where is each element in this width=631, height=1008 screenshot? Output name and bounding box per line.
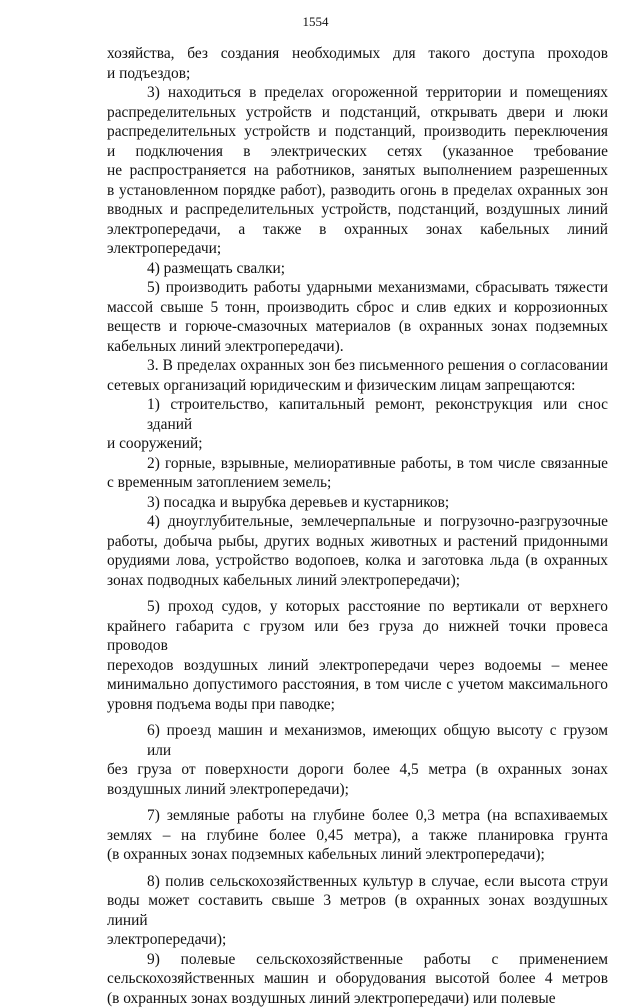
paragraph (107, 83, 608, 259)
text-line: (в охранных зонах воздушных линий электропередачи) или полевые (107, 989, 608, 1008)
paragraph (107, 259, 608, 279)
text-line: вводных и распределительных устройств, подстанций, воздушных линий (107, 200, 608, 220)
paragraph (107, 512, 608, 590)
text-line: 4) дноуглубительные, землечерпальные и погрузочно-разгрузочные (107, 512, 608, 532)
paragraph-spacer (107, 590, 608, 597)
text-line: орудиями лова, устройство водопоев, колка и заготовка льда (в охранных (107, 551, 608, 571)
paragraph (107, 721, 608, 799)
paragraph (107, 597, 608, 714)
text-line: сетевых организаций юридическим и физическим лицам запрещаются: (107, 376, 608, 396)
text-line: 7) земляные работы на глубине более 0,3 метра (на вспахиваемых (107, 806, 608, 826)
paragraph (107, 395, 608, 454)
text-line: электропередачи); (107, 930, 608, 950)
text-line: не распространяется на работников, занятых выполнением разрешенных (107, 161, 608, 181)
text-line: 8) полив сельскохозяйственных культур в случае, если высота струи (107, 872, 608, 892)
text-line: 3. В пределах охранных зон без письменного решения о согласовании (107, 356, 608, 376)
paragraph (107, 356, 608, 395)
text-line: распределительных устройств и подстанций, открывать двери и люки (107, 103, 608, 123)
paragraph (107, 454, 608, 493)
text-line: 6) проезд машин и механизмов, имеющих общую высоту с грузом или (107, 721, 608, 760)
paragraph (107, 44, 608, 83)
paragraph (107, 493, 608, 513)
text-line: переходов воздушных линий электропередачи через водоемы – менее (107, 656, 608, 676)
text-line: массой свыше 5 тонн, производить сброс и слив едких и коррозионных (107, 298, 608, 318)
text-line: 4) размещать свалки; (107, 259, 608, 279)
text-line: веществ и горюче-смазочных материалов (в охранных зонах подземных (107, 317, 608, 337)
text-line: без груза от поверхности дороги более 4,5 метра (в охранных зонах (107, 760, 608, 780)
text-line: с временным затоплением земель; (107, 473, 608, 493)
text-line: минимально допустимого расстояния, в том числе с учетом максимального (107, 675, 608, 695)
text-line: электропередачи, а также в охранных зонах кабельных линий (107, 220, 608, 240)
paragraph-spacer (107, 865, 608, 872)
page-number: 1554 (0, 14, 631, 30)
text-line: 9) полевые сельскохозяйственные работы с применением (107, 950, 608, 970)
text-line: хозяйства, без создания необходимых для такого доступа проходов (107, 44, 608, 64)
text-line: землях – на глубине более 0,45 метра), а также планировка грунта (107, 826, 608, 846)
text-line: электропередачи; (107, 239, 608, 259)
text-line: 3) находиться в пределах огороженной территории и помещениях (107, 83, 608, 103)
text-line: 3) посадка и вырубка деревьев и кустарников; (107, 493, 608, 513)
text-line: (в охранных зонах подземных кабельных линий электропередачи); (107, 845, 608, 865)
text-line: 5) производить работы ударными механизмами, сбрасывать тяжести (107, 278, 608, 298)
paragraph (107, 950, 608, 1008)
text-line: сельскохозяйственных машин и оборудования высотой более 4 метров (107, 969, 608, 989)
paragraph-spacer (107, 799, 608, 806)
text-line: в установленном порядке работ), разводить огонь в пределах охранных зон (107, 181, 608, 201)
text-line: 5) проход судов, у которых расстояние по вертикали от верхнего (107, 597, 608, 617)
text-line: кабельных линий электропередачи). (107, 337, 608, 357)
text-line: и сооружений; (107, 434, 608, 454)
text-line: и подключения в электрических сетях (указанное требование (107, 142, 608, 162)
document-body (107, 44, 608, 1008)
text-line: распределительных устройств и подстанций, производить переключения (107, 122, 608, 142)
text-line: и подъездов; (107, 64, 608, 84)
text-line: работы, добыча рыбы, других водных животных и растений придонными (107, 532, 608, 552)
text-line: воды может составить свыше 3 метров (в охранных зонах воздушных линий (107, 891, 608, 930)
paragraph (107, 806, 608, 865)
text-line: крайнего габарита с грузом или без груза до нижней точки провеса проводов (107, 617, 608, 656)
text-line: 1) строительство, капитальный ремонт, реконструкция или снос зданий (107, 395, 608, 434)
paragraph (107, 872, 608, 950)
text-line: уровня подъема воды при паводке; (107, 695, 608, 715)
paragraph-spacer (107, 714, 608, 721)
text-line: воздушных линий электропередачи); (107, 780, 608, 800)
text-line: 2) горные, взрывные, мелиоративные работы, в том числе связанные (107, 454, 608, 474)
paragraph (107, 278, 608, 356)
text-line: зонах подводных кабельных линий электропередачи); (107, 571, 608, 591)
